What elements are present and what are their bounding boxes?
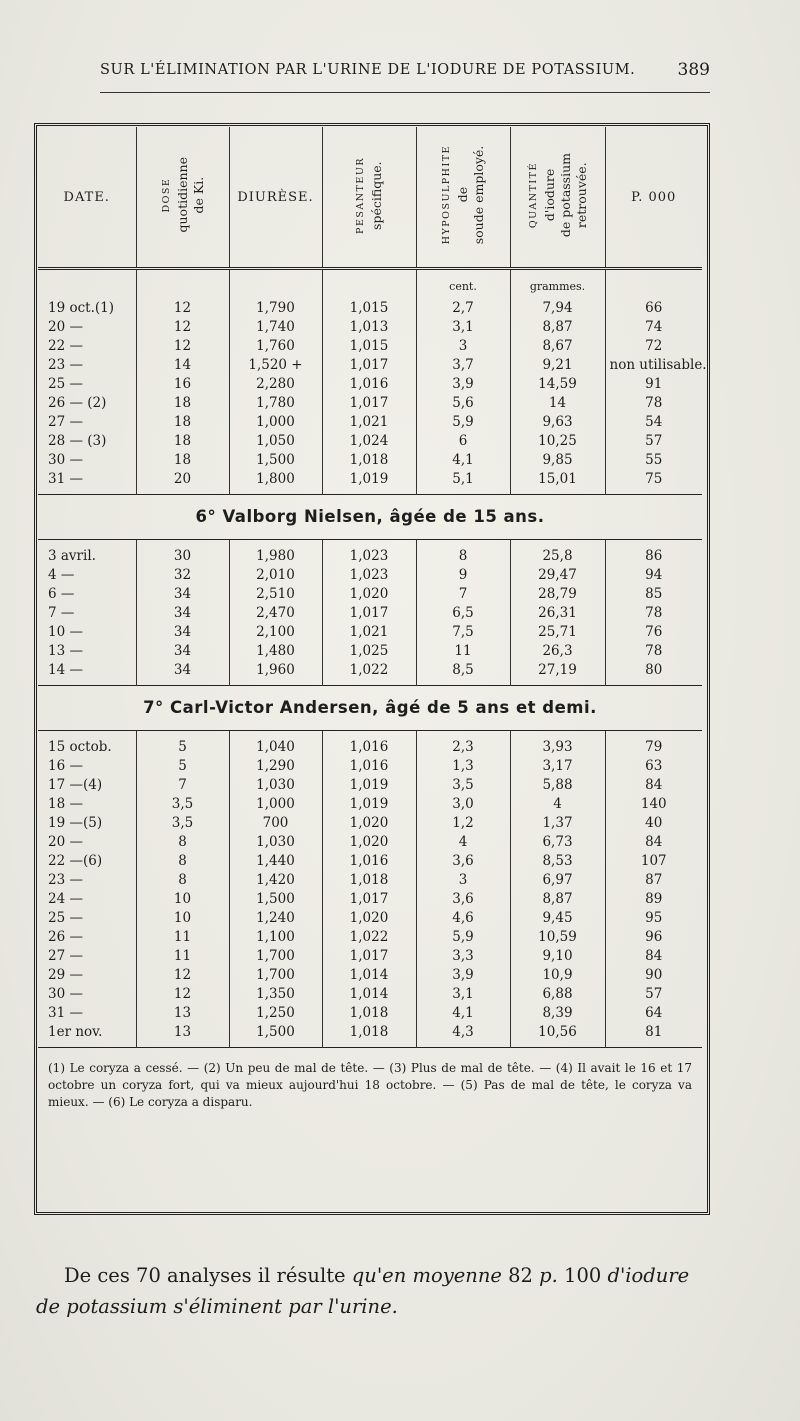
table-cell: 12 <box>136 965 229 984</box>
table-cell: 1,013 <box>322 317 416 336</box>
table-row <box>38 946 702 965</box>
table-cell: 1,018 <box>322 450 416 469</box>
column-header-dose: DOSE quotidienne de Ki. <box>136 127 229 269</box>
table-cell: 79 <box>645 738 663 755</box>
table-cell: 4,1 <box>416 450 510 469</box>
page-number: 389 <box>677 60 710 80</box>
table-cell: 34 <box>136 603 229 622</box>
table-cell: 72 <box>645 337 663 354</box>
table-cell: 3,5 <box>136 794 229 813</box>
table-row <box>38 336 702 355</box>
table-cell: 3,7 <box>416 355 510 374</box>
table-row <box>38 374 702 393</box>
table-cell: 86 <box>645 547 663 564</box>
table-cell: 26 — <box>38 927 136 946</box>
table-cell: 3,17 <box>510 756 605 775</box>
table-cell: 3,6 <box>416 851 510 870</box>
table-cell: 30 — <box>38 450 136 469</box>
table-cell: 3 <box>416 336 510 355</box>
table-cell: 3,5 <box>416 775 510 794</box>
table-cell: 1,030 <box>229 832 322 851</box>
table-cell: 5,1 <box>416 469 510 488</box>
table-cell: 5 <box>136 756 229 775</box>
table-cell: 4 <box>510 794 605 813</box>
table-cell: 6 <box>416 431 510 450</box>
table-cell: 25,71 <box>510 622 605 641</box>
table-row <box>38 870 702 889</box>
table-cell: 9,21 <box>510 355 605 374</box>
table-cell: 1,420 <box>229 870 322 889</box>
table-cell: 80 <box>645 661 663 678</box>
table-cell: 11 <box>136 946 229 965</box>
table-cell: 76 <box>645 623 663 640</box>
table-cell: 85 <box>645 585 663 602</box>
table-cell: 40 <box>645 814 663 831</box>
table-cell: 30 <box>136 546 229 565</box>
table-row <box>38 908 702 927</box>
table-cell: 8 <box>136 832 229 851</box>
table-cell: 5,6 <box>416 393 510 412</box>
table-row <box>38 431 702 450</box>
table-cell: 4 — <box>38 565 136 584</box>
table-cell: 14 <box>510 393 605 412</box>
table-row <box>38 813 702 832</box>
table-cell: 1,018 <box>322 1022 416 1041</box>
table-cell: 3,6 <box>416 889 510 908</box>
table-cell: 1,019 <box>322 794 416 813</box>
table-cell: 7 — <box>38 603 136 622</box>
table-cell: 12 <box>136 298 229 317</box>
table-row <box>38 393 702 412</box>
table-cell: 1,2 <box>416 813 510 832</box>
table-cell: 13 <box>136 1022 229 1041</box>
table-cell: 10 <box>136 889 229 908</box>
table-cell: 1,040 <box>229 737 322 756</box>
table-row <box>38 1003 702 1022</box>
table-cell: 20 — <box>38 317 136 336</box>
table-cell: 13 — <box>38 641 136 660</box>
table-cell: 3,3 <box>416 946 510 965</box>
table-cell: 81 <box>645 1023 663 1040</box>
table-cell: 3,1 <box>416 984 510 1003</box>
table-cell: 1,000 <box>229 412 322 431</box>
table-cell: 57 <box>645 432 663 449</box>
table-cell: 5,9 <box>416 412 510 431</box>
table-cell: 1,790 <box>229 298 322 317</box>
table-cell: 2,3 <box>416 737 510 756</box>
table-cell: 1,018 <box>322 870 416 889</box>
table-cell: 1,014 <box>322 965 416 984</box>
table-cell: 9,45 <box>510 908 605 927</box>
unit-cent: cent. <box>416 269 510 299</box>
table-cell: 11 <box>416 641 510 660</box>
table-cell: 1,021 <box>322 622 416 641</box>
data-table <box>38 127 707 1125</box>
table-cell: 1,020 <box>322 584 416 603</box>
table-cell: 1,250 <box>229 1003 322 1022</box>
table-cell: 7 <box>136 775 229 794</box>
section-heading-row <box>38 686 702 731</box>
table-row <box>38 565 702 584</box>
table-row <box>38 851 702 870</box>
footnotes-row <box>38 1048 702 1126</box>
table-cell: 90 <box>645 966 663 983</box>
table-cell: 1,020 <box>322 908 416 927</box>
column-header-hyposulphite: HYPOSULPHITE de soude employé. <box>416 127 510 269</box>
table-cell: 25,8 <box>510 546 605 565</box>
table-cell: 18 <box>136 450 229 469</box>
table-cell: 12 <box>136 336 229 355</box>
closing-paragraph <box>36 1260 706 1322</box>
table-row <box>38 756 702 775</box>
table-cell: 3,5 <box>136 813 229 832</box>
table-cell: 1,025 <box>322 641 416 660</box>
table-cell: 34 <box>136 660 229 679</box>
table-cell: 1,019 <box>322 775 416 794</box>
table-row <box>38 450 702 469</box>
table-cell: 91 <box>645 375 663 392</box>
table-cell: 1,030 <box>229 775 322 794</box>
table-cell: 10 <box>136 908 229 927</box>
table-cell: 1,017 <box>322 393 416 412</box>
table-cell: 9,10 <box>510 946 605 965</box>
table-cell: 23 — <box>38 870 136 889</box>
table-cell: 1,780 <box>229 393 322 412</box>
section-heading: 6° Valborg Nielsen, âgée de 15 ans. <box>38 495 702 540</box>
table-cell: 1,050 <box>229 431 322 450</box>
column-header-date: DATE. <box>38 127 136 269</box>
table-cell: 4,6 <box>416 908 510 927</box>
table-cell: 30 — <box>38 984 136 1003</box>
table-cell: 20 — <box>38 832 136 851</box>
table-cell: 1,024 <box>322 431 416 450</box>
table-cell: 3,9 <box>416 965 510 984</box>
table-cell: 1,017 <box>322 889 416 908</box>
table-cell: 10,9 <box>510 965 605 984</box>
table-cell: 140 <box>640 795 667 812</box>
table-cell: 15 octob. <box>38 737 136 756</box>
table-cell: 1,480 <box>229 641 322 660</box>
table-cell: 1,740 <box>229 317 322 336</box>
table-cell: 1,016 <box>322 374 416 393</box>
table-cell: 14 — <box>38 660 136 679</box>
table-cell: 3,9 <box>416 374 510 393</box>
table-cell: 28,79 <box>510 584 605 603</box>
table-cell: 74 <box>645 318 663 335</box>
table-cell: 89 <box>645 890 663 907</box>
closing-text: p. <box>539 1263 558 1287</box>
table-cell: 1,240 <box>229 908 322 927</box>
table-cell: 3 avril. <box>38 546 136 565</box>
table-cell: 1,017 <box>322 946 416 965</box>
table-cell: 1,016 <box>322 756 416 775</box>
table-cell: 32 <box>136 565 229 584</box>
table-cell: 66 <box>645 299 663 316</box>
table-cell: 4,1 <box>416 1003 510 1022</box>
table-cell: 34 <box>136 622 229 641</box>
table-row <box>38 927 702 946</box>
table-cell: 1,350 <box>229 984 322 1003</box>
table-cell: 23 — <box>38 355 136 374</box>
table-cell: 1,100 <box>229 927 322 946</box>
header-rule <box>100 92 710 93</box>
table-cell: 16 <box>136 374 229 393</box>
table-cell: 8,5 <box>416 660 510 679</box>
table-row <box>38 984 702 1003</box>
table-cell: 17 —(4) <box>38 775 136 794</box>
table-cell: 8 <box>136 851 229 870</box>
table-row <box>38 546 702 565</box>
table-cell: 25 — <box>38 908 136 927</box>
unit-grammes: grammes. <box>510 269 605 299</box>
closing-text: 100 <box>557 1263 608 1287</box>
table-cell: 7,5 <box>416 622 510 641</box>
table-cell: 78 <box>645 642 663 659</box>
units-row <box>38 269 702 299</box>
table-cell: 1,022 <box>322 660 416 679</box>
table-cell: 1,000 <box>229 794 322 813</box>
table-cell: 8 <box>416 546 510 565</box>
table-cell: 10,25 <box>510 431 605 450</box>
table-cell: 95 <box>645 909 663 926</box>
closing-text: 82 <box>501 1263 540 1287</box>
table-cell: 75 <box>645 470 663 487</box>
table-cell: 94 <box>645 566 663 583</box>
table-cell: 55 <box>645 451 663 468</box>
table-cell: 1,014 <box>322 984 416 1003</box>
table-cell: 8,87 <box>510 317 605 336</box>
table-row <box>38 1022 702 1041</box>
table-cell: 6 — <box>38 584 136 603</box>
table-cell: 24 — <box>38 889 136 908</box>
table-row <box>38 775 702 794</box>
table-cell: 18 <box>136 431 229 450</box>
table-cell: 6,88 <box>510 984 605 1003</box>
table-cell: 57 <box>645 985 663 1002</box>
table-cell: 700 <box>229 813 322 832</box>
table-cell: 18 <box>136 412 229 431</box>
table-cell: 8,87 <box>510 889 605 908</box>
table-cell: 87 <box>645 871 663 888</box>
table-cell: 8 <box>136 870 229 889</box>
table-cell: 7 <box>416 584 510 603</box>
table-cell: 54 <box>645 413 663 430</box>
column-header-quantite: QUANTITÉ d'iodure de potassium retrouvée. <box>510 127 605 269</box>
table-cell: 9,63 <box>510 412 605 431</box>
table-row <box>38 317 702 336</box>
table-row <box>38 794 702 813</box>
table-cell: 1,019 <box>322 469 416 488</box>
table-cell: 1,440 <box>229 851 322 870</box>
table-cell: 1,700 <box>229 965 322 984</box>
table-cell: 1,960 <box>229 660 322 679</box>
table-cell: 63 <box>645 757 663 774</box>
table-cell: 3,93 <box>510 737 605 756</box>
table-cell: 1,018 <box>322 1003 416 1022</box>
table-cell: 5 <box>136 737 229 756</box>
table-cell: 31 — <box>38 469 136 488</box>
column-header-pesanteur: PESANTEUR spécifique. <box>322 127 416 269</box>
section-heading: 7° Carl-Victor Andersen, âgé de 5 ans et demi. <box>38 686 702 731</box>
column-header-diurese: DIURÈSE. <box>229 127 322 269</box>
table-row <box>38 641 702 660</box>
table-cell: 18 <box>136 393 229 412</box>
table-row <box>38 965 702 984</box>
table-cell: 31 — <box>38 1003 136 1022</box>
table-cell: 5,88 <box>510 775 605 794</box>
table-cell: 13 <box>136 1003 229 1022</box>
table-cell: 2,100 <box>229 622 322 641</box>
table-cell: 1,800 <box>229 469 322 488</box>
table-cell: 22 —(6) <box>38 851 136 870</box>
table-cell: 2,510 <box>229 584 322 603</box>
table-cell: 1,37 <box>510 813 605 832</box>
table-cell: 8,39 <box>510 1003 605 1022</box>
table-cell: 1,016 <box>322 851 416 870</box>
table-row <box>38 298 702 317</box>
table-cell: 11 <box>136 927 229 946</box>
table-cell: 6,97 <box>510 870 605 889</box>
table-cell: 16 — <box>38 756 136 775</box>
table-cell: 3,0 <box>416 794 510 813</box>
table-cell: 7,94 <box>510 298 605 317</box>
table-cell: 78 <box>645 604 663 621</box>
table-cell: 84 <box>645 947 663 964</box>
table-cell: 1,980 <box>229 546 322 565</box>
table-cell: 9,85 <box>510 450 605 469</box>
closing-text: De ces 70 analyses il résulte <box>64 1263 352 1287</box>
table-cell: 19 —(5) <box>38 813 136 832</box>
table-cell: 14 <box>136 355 229 374</box>
table-cell: 1,760 <box>229 336 322 355</box>
table-cell: 12 <box>136 984 229 1003</box>
table-cell: 1,021 <box>322 412 416 431</box>
table-cell: 1,020 <box>322 813 416 832</box>
table-cell: 27 — <box>38 412 136 431</box>
table-cell: 28 — (3) <box>38 431 136 450</box>
table-cell: 64 <box>645 1004 663 1021</box>
table-row <box>38 355 702 374</box>
table-cell: 1,700 <box>229 946 322 965</box>
table-cell: 1,015 <box>322 336 416 355</box>
table-cell: 6,73 <box>510 832 605 851</box>
table-cell: 107 <box>640 852 667 869</box>
table-cell: 29,47 <box>510 565 605 584</box>
table-cell: 2,470 <box>229 603 322 622</box>
table-row <box>38 412 702 431</box>
table-cell: 22 — <box>38 336 136 355</box>
running-title: SUR L'ÉLIMINATION PAR L'URINE DE L'IODURE DE POTASSIUM. <box>100 62 636 78</box>
table-cell: 10 — <box>38 622 136 641</box>
table-cell: 10,59 <box>510 927 605 946</box>
table-row <box>38 737 702 756</box>
closing-text: qu'en moyenne <box>351 1263 502 1287</box>
table-cell: 25 — <box>38 374 136 393</box>
table-cell: 8,53 <box>510 851 605 870</box>
table-cell: 1,020 <box>322 832 416 851</box>
table-cell: 9 <box>416 565 510 584</box>
table-cell: 1,500 <box>229 1022 322 1041</box>
table-cell: 10,56 <box>510 1022 605 1041</box>
table-cell: 1,500 <box>229 450 322 469</box>
table-cell: 3 <box>416 870 510 889</box>
table-cell: 1,017 <box>322 355 416 374</box>
table-cell: 12 <box>136 317 229 336</box>
table-cell: 20 <box>136 469 229 488</box>
table-cell: 1,023 <box>322 565 416 584</box>
section-heading-row <box>38 495 702 540</box>
table-row <box>38 603 702 622</box>
table-cell: 29 — <box>38 965 136 984</box>
table-cell: 1,500 <box>229 889 322 908</box>
table-cell: 4 <box>416 832 510 851</box>
table-cell: 84 <box>645 776 663 793</box>
table-cell: 2,280 <box>229 374 322 393</box>
table-cell: 1,3 <box>416 756 510 775</box>
table-cell: 14,59 <box>510 374 605 393</box>
table-cell: 84 <box>645 833 663 850</box>
table-cell: 2,7 <box>416 298 510 317</box>
table-cell: 34 <box>136 584 229 603</box>
table-cell: non utilisable. <box>609 356 707 373</box>
table-cell: 1,015 <box>322 298 416 317</box>
table-cell: 4,3 <box>416 1022 510 1041</box>
table-cell: 8,67 <box>510 336 605 355</box>
table-cell: 1,023 <box>322 546 416 565</box>
table-cell: 34 <box>136 641 229 660</box>
table-row <box>38 622 702 641</box>
table-header-row <box>38 127 702 269</box>
table-cell: 1,022 <box>322 927 416 946</box>
table-row <box>38 660 702 679</box>
table-cell: 19 oct.(1) <box>38 298 136 317</box>
table-row <box>38 832 702 851</box>
table-cell: 5,9 <box>416 927 510 946</box>
table-row <box>38 469 702 488</box>
table-cell: 27,19 <box>510 660 605 679</box>
table-cell: 1,016 <box>322 737 416 756</box>
table-row <box>38 889 702 908</box>
table-cell: 26,3 <box>510 641 605 660</box>
table-cell: 27 — <box>38 946 136 965</box>
table-cell: 1,290 <box>229 756 322 775</box>
column-header-p000: P. 000 <box>605 127 702 269</box>
table-cell: 1er nov. <box>38 1022 136 1041</box>
table-cell: 78 <box>645 394 663 411</box>
table-cell: 1,017 <box>322 603 416 622</box>
table-row <box>38 584 702 603</box>
table-cell: 18 — <box>38 794 136 813</box>
table-cell: 3,1 <box>416 317 510 336</box>
table-cell: 6,5 <box>416 603 510 622</box>
table-cell: 96 <box>645 928 663 945</box>
footnotes: (1) Le coryza a cessé. — (2) Un peu de mal de tête. — (3) Plus de mal de tête. — (4) Il avait le 16 et 17 octobre un coryza fort, qui va mieux aujourd'hui 18 octobre. — (5) Pas de mal de tête, le coryza va mieux. — (6) Le coryza a disparu. <box>38 1048 702 1126</box>
table-cell: 1,520 + <box>229 355 322 374</box>
table-cell: 15,01 <box>510 469 605 488</box>
table-cell: 26,31 <box>510 603 605 622</box>
table-cell: 26 — (2) <box>38 393 136 412</box>
closing-text: d'iodure de potassium s'éliminent par l'urine. <box>36 1263 690 1318</box>
table-cell: 2,010 <box>229 565 322 584</box>
